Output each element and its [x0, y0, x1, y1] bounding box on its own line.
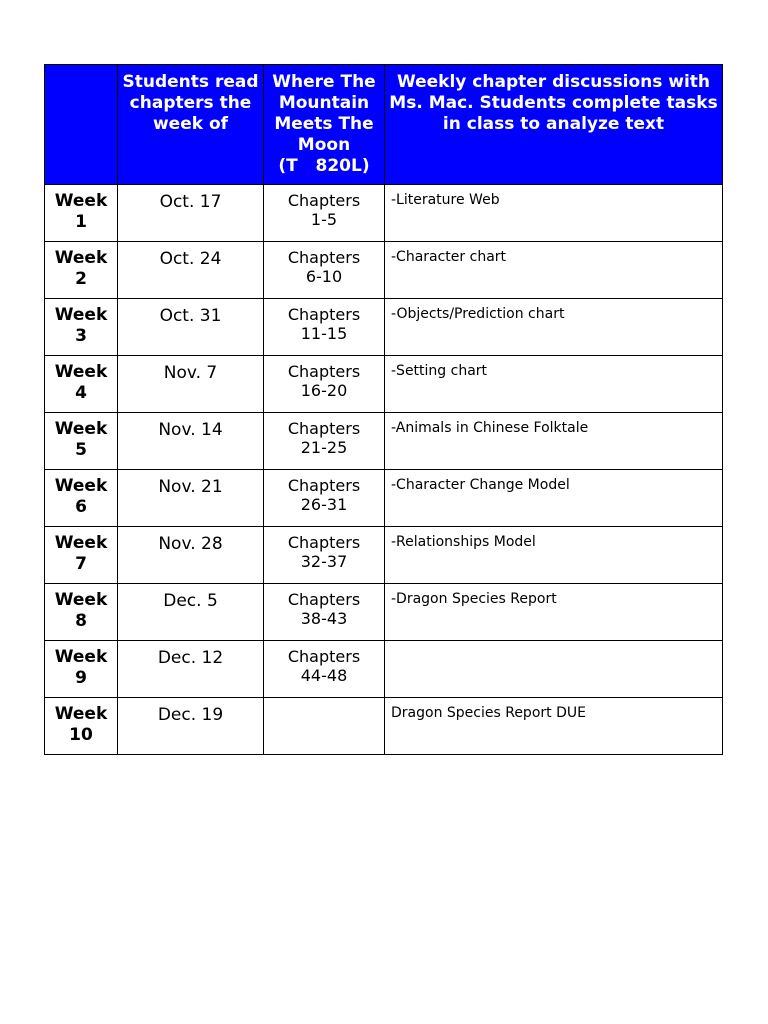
chapters-cell: [264, 641, 385, 698]
header-week-cell: [45, 65, 118, 185]
week-label: Week: [54, 305, 108, 325]
chapters-cell: [264, 527, 385, 584]
task-cell: -Setting chart: [385, 356, 723, 413]
table-row: [45, 584, 723, 641]
date-cell: Dec. 12: [118, 641, 264, 698]
chapters-cell: [264, 242, 385, 299]
week-number: 3: [75, 326, 87, 346]
week-label: Week: [54, 362, 108, 382]
week-cell: [45, 641, 118, 698]
chapters-cell: [264, 185, 385, 242]
week-cell: [45, 470, 118, 527]
chapters-range: 6-10: [305, 267, 343, 286]
week-cell: [45, 242, 118, 299]
date-cell: Nov. 21: [118, 470, 264, 527]
week-number: 2: [75, 269, 87, 289]
week-cell: [45, 698, 118, 755]
chapters-range: 32-37: [300, 552, 348, 571]
chapters-range: 26-31: [300, 495, 348, 514]
date-cell: Dec. 5: [118, 584, 264, 641]
week-label: Week: [54, 704, 108, 724]
task-cell: -Dragon Species Report: [385, 584, 723, 641]
chapters-label: Chapters: [287, 419, 361, 438]
chapters-label: Chapters: [287, 647, 361, 666]
date-cell: Oct. 17: [118, 185, 264, 242]
week-number: 4: [75, 383, 87, 403]
week-number: 6: [75, 497, 87, 517]
schedule-body: [45, 185, 723, 755]
header-book-title: Where The Mountain Meets The Moon: [272, 72, 376, 155]
chapters-cell: [264, 584, 385, 641]
date-cell: Nov. 14: [118, 413, 264, 470]
week-number: 5: [75, 440, 87, 460]
table-row: [45, 413, 723, 470]
week-cell: [45, 584, 118, 641]
date-cell: Oct. 31: [118, 299, 264, 356]
chapters-cell: [264, 470, 385, 527]
week-number: 8: [75, 611, 87, 631]
header-discussion-cell: Weekly chapter discussions with Ms. Mac. Students complete tasks in class to analyze text: [385, 65, 723, 185]
date-cell: Nov. 7: [118, 356, 264, 413]
week-cell: [45, 413, 118, 470]
chapters-label: Chapters: [287, 305, 361, 324]
task-cell: [385, 641, 723, 698]
week-cell: [45, 356, 118, 413]
week-number: 1: [75, 212, 87, 232]
table-row: [45, 527, 723, 584]
week-cell: [45, 185, 118, 242]
chapters-range: 44-48: [300, 666, 348, 685]
date-cell: Oct. 24: [118, 242, 264, 299]
task-cell: -Character chart: [385, 242, 723, 299]
week-cell: [45, 299, 118, 356]
task-cell: Dragon Species Report DUE: [385, 698, 723, 755]
table-row: [45, 698, 723, 755]
table-row: [45, 185, 723, 242]
date-cell: Nov. 28: [118, 527, 264, 584]
week-cell: [45, 527, 118, 584]
table-row: [45, 641, 723, 698]
chapters-cell: [264, 698, 385, 755]
chapters-label: Chapters: [287, 362, 361, 381]
table-row: [45, 356, 723, 413]
chapters-label: Chapters: [287, 248, 361, 267]
week-label: Week: [54, 647, 108, 667]
week-label: Week: [54, 248, 108, 268]
chapters-range: 11-15: [300, 324, 348, 343]
chapters-label: Chapters: [287, 476, 361, 495]
chapters-range: 38-43: [300, 609, 348, 628]
task-cell: -Character Change Model: [385, 470, 723, 527]
chapters-label: Chapters: [287, 590, 361, 609]
week-label: Week: [54, 476, 108, 496]
task-cell: -Objects/Prediction chart: [385, 299, 723, 356]
week-label: Week: [54, 590, 108, 610]
task-cell: -Relationships Model: [385, 527, 723, 584]
week-number: 10: [69, 725, 93, 745]
header-lexile-level: (T 820L): [278, 156, 370, 176]
week-label: Week: [54, 419, 108, 439]
reading-schedule-table: [44, 64, 723, 755]
table-row: [45, 470, 723, 527]
week-number: 9: [75, 668, 87, 688]
header-book-title-cell: [264, 65, 385, 185]
table-row: [45, 242, 723, 299]
chapters-label: Chapters: [287, 533, 361, 552]
task-cell: -Literature Web: [385, 185, 723, 242]
week-label: Week: [54, 533, 108, 553]
task-cell: -Animals in Chinese Folktale: [385, 413, 723, 470]
table-row: [45, 299, 723, 356]
table-header-row: [45, 65, 723, 185]
chapters-range: 16-20: [300, 381, 348, 400]
chapters-label: Chapters: [287, 191, 361, 210]
chapters-cell: [264, 356, 385, 413]
week-label: Week: [54, 191, 108, 211]
date-cell: Dec. 19: [118, 698, 264, 755]
chapters-cell: [264, 299, 385, 356]
chapters-cell: [264, 413, 385, 470]
header-week-of-cell: Students read chapters the week of: [118, 65, 264, 185]
week-number: 7: [75, 554, 87, 574]
chapters-range: 21-25: [300, 438, 348, 457]
chapters-range: 1-5: [310, 210, 338, 229]
